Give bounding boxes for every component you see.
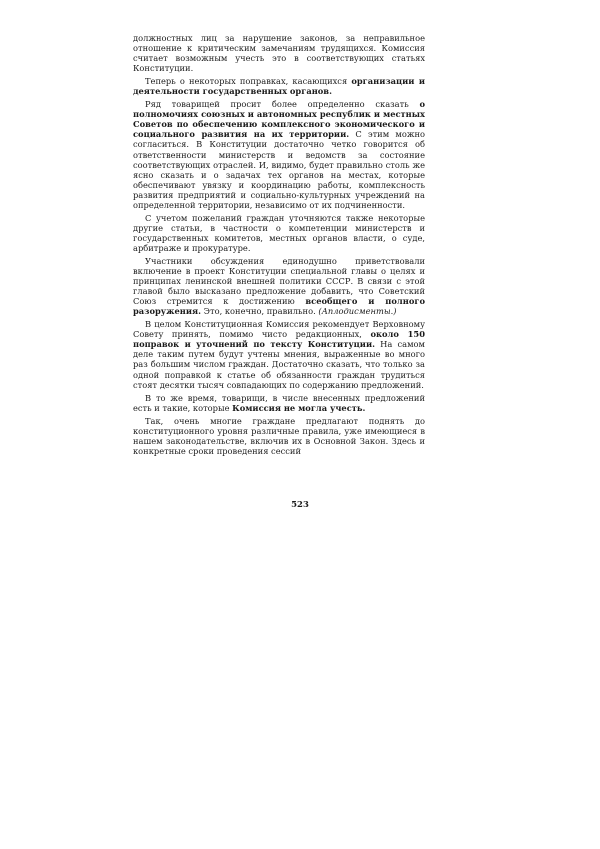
bold-text-run: всеобщего и полного разоружения. bbox=[133, 296, 425, 317]
text-run: На самом деле таким путем будут учтены мнения, выраженные во много раз большим числом граждан. Достаточно сказать, что только за одной поправкой к статье об обязанности граждан трудиться стоят десятки тысяч совпадающих по содержанию предложений. bbox=[133, 339, 425, 390]
text-run: должностных лиц за нарушение законов, за неправильное отношение к критическим замечаниям трудящихся. Комиссия считает возможным учесть это в соответствующих статьях Конституции. bbox=[133, 33, 425, 74]
paragraph bbox=[133, 213, 425, 253]
text-run: Теперь о некоторых поправках, касающихся bbox=[145, 76, 352, 87]
paragraph bbox=[133, 393, 425, 413]
bold-text-run: о полномочиях союзных и автономных республик и местных Советов по обеспечению комплексного экономического и социального развития на их территории. bbox=[133, 99, 425, 140]
paragraph bbox=[133, 319, 425, 389]
paragraph bbox=[133, 256, 425, 316]
paragraph bbox=[133, 76, 425, 96]
text-run: В то же время, товарищи, в числе внесенных предложений есть и такие, которые bbox=[133, 392, 425, 413]
text-run: Ряд товарищей просит более определенно сказать bbox=[145, 99, 420, 110]
document-body bbox=[133, 33, 425, 459]
text-run: Это, конечно, правильно. bbox=[201, 306, 319, 317]
page-number: 523 bbox=[291, 500, 309, 510]
bold-text-run: около 150 поправок и уточнений по тексту Конституции. bbox=[133, 329, 425, 350]
bold-text-run: Комиссия не могла учесть. bbox=[232, 402, 366, 413]
paragraph bbox=[133, 33, 425, 73]
bold-text-run: организации и деятельности государственных органов. bbox=[133, 76, 425, 97]
text-run: Участники обсуждения единодушно приветствовали включение в проект Конституции специальной главы о целях и принципах ленинской внешней политики СССР. В связи с этой главой было высказано предложение добавить, что Советский Союз стремится к достижению bbox=[133, 255, 425, 307]
italic-text-run: (Аплодисменты.) bbox=[318, 306, 397, 317]
text-run: Так, очень многие граждане предлагают поднять до конституционного уровня различные правила, уже имеющиеся в нашем законодательстве, включив их в Основной Закон. Здесь и конкретные сроки проведения сессий bbox=[133, 415, 425, 456]
paragraph bbox=[133, 99, 425, 210]
text-run: С учетом пожеланий граждан уточняются также некоторые другие статьи, в частности о компетенции министерств и государственных комитетов, местных органов власти, о суде, арбитраже и прокуратуре. bbox=[133, 212, 425, 253]
text-run: В целом Конституционная Комиссия рекомендует Верховному Совету принять, помимо чисто редакционных, bbox=[133, 319, 425, 340]
paragraph bbox=[133, 416, 425, 456]
text-run: С этим можно согласиться. В Конституции достаточно четко говорится об ответственности министерств и ведомств за состояние соответствующих отраслей. И, видимо, будет правильно столь же ясно сказать и о задачах тех органов на местах, которые обеспечивают увязку и координацию работы, комплексность развития предприятий и социально-культурных учреждений на определенной территории, независимо от их подчиненности. bbox=[133, 129, 426, 210]
